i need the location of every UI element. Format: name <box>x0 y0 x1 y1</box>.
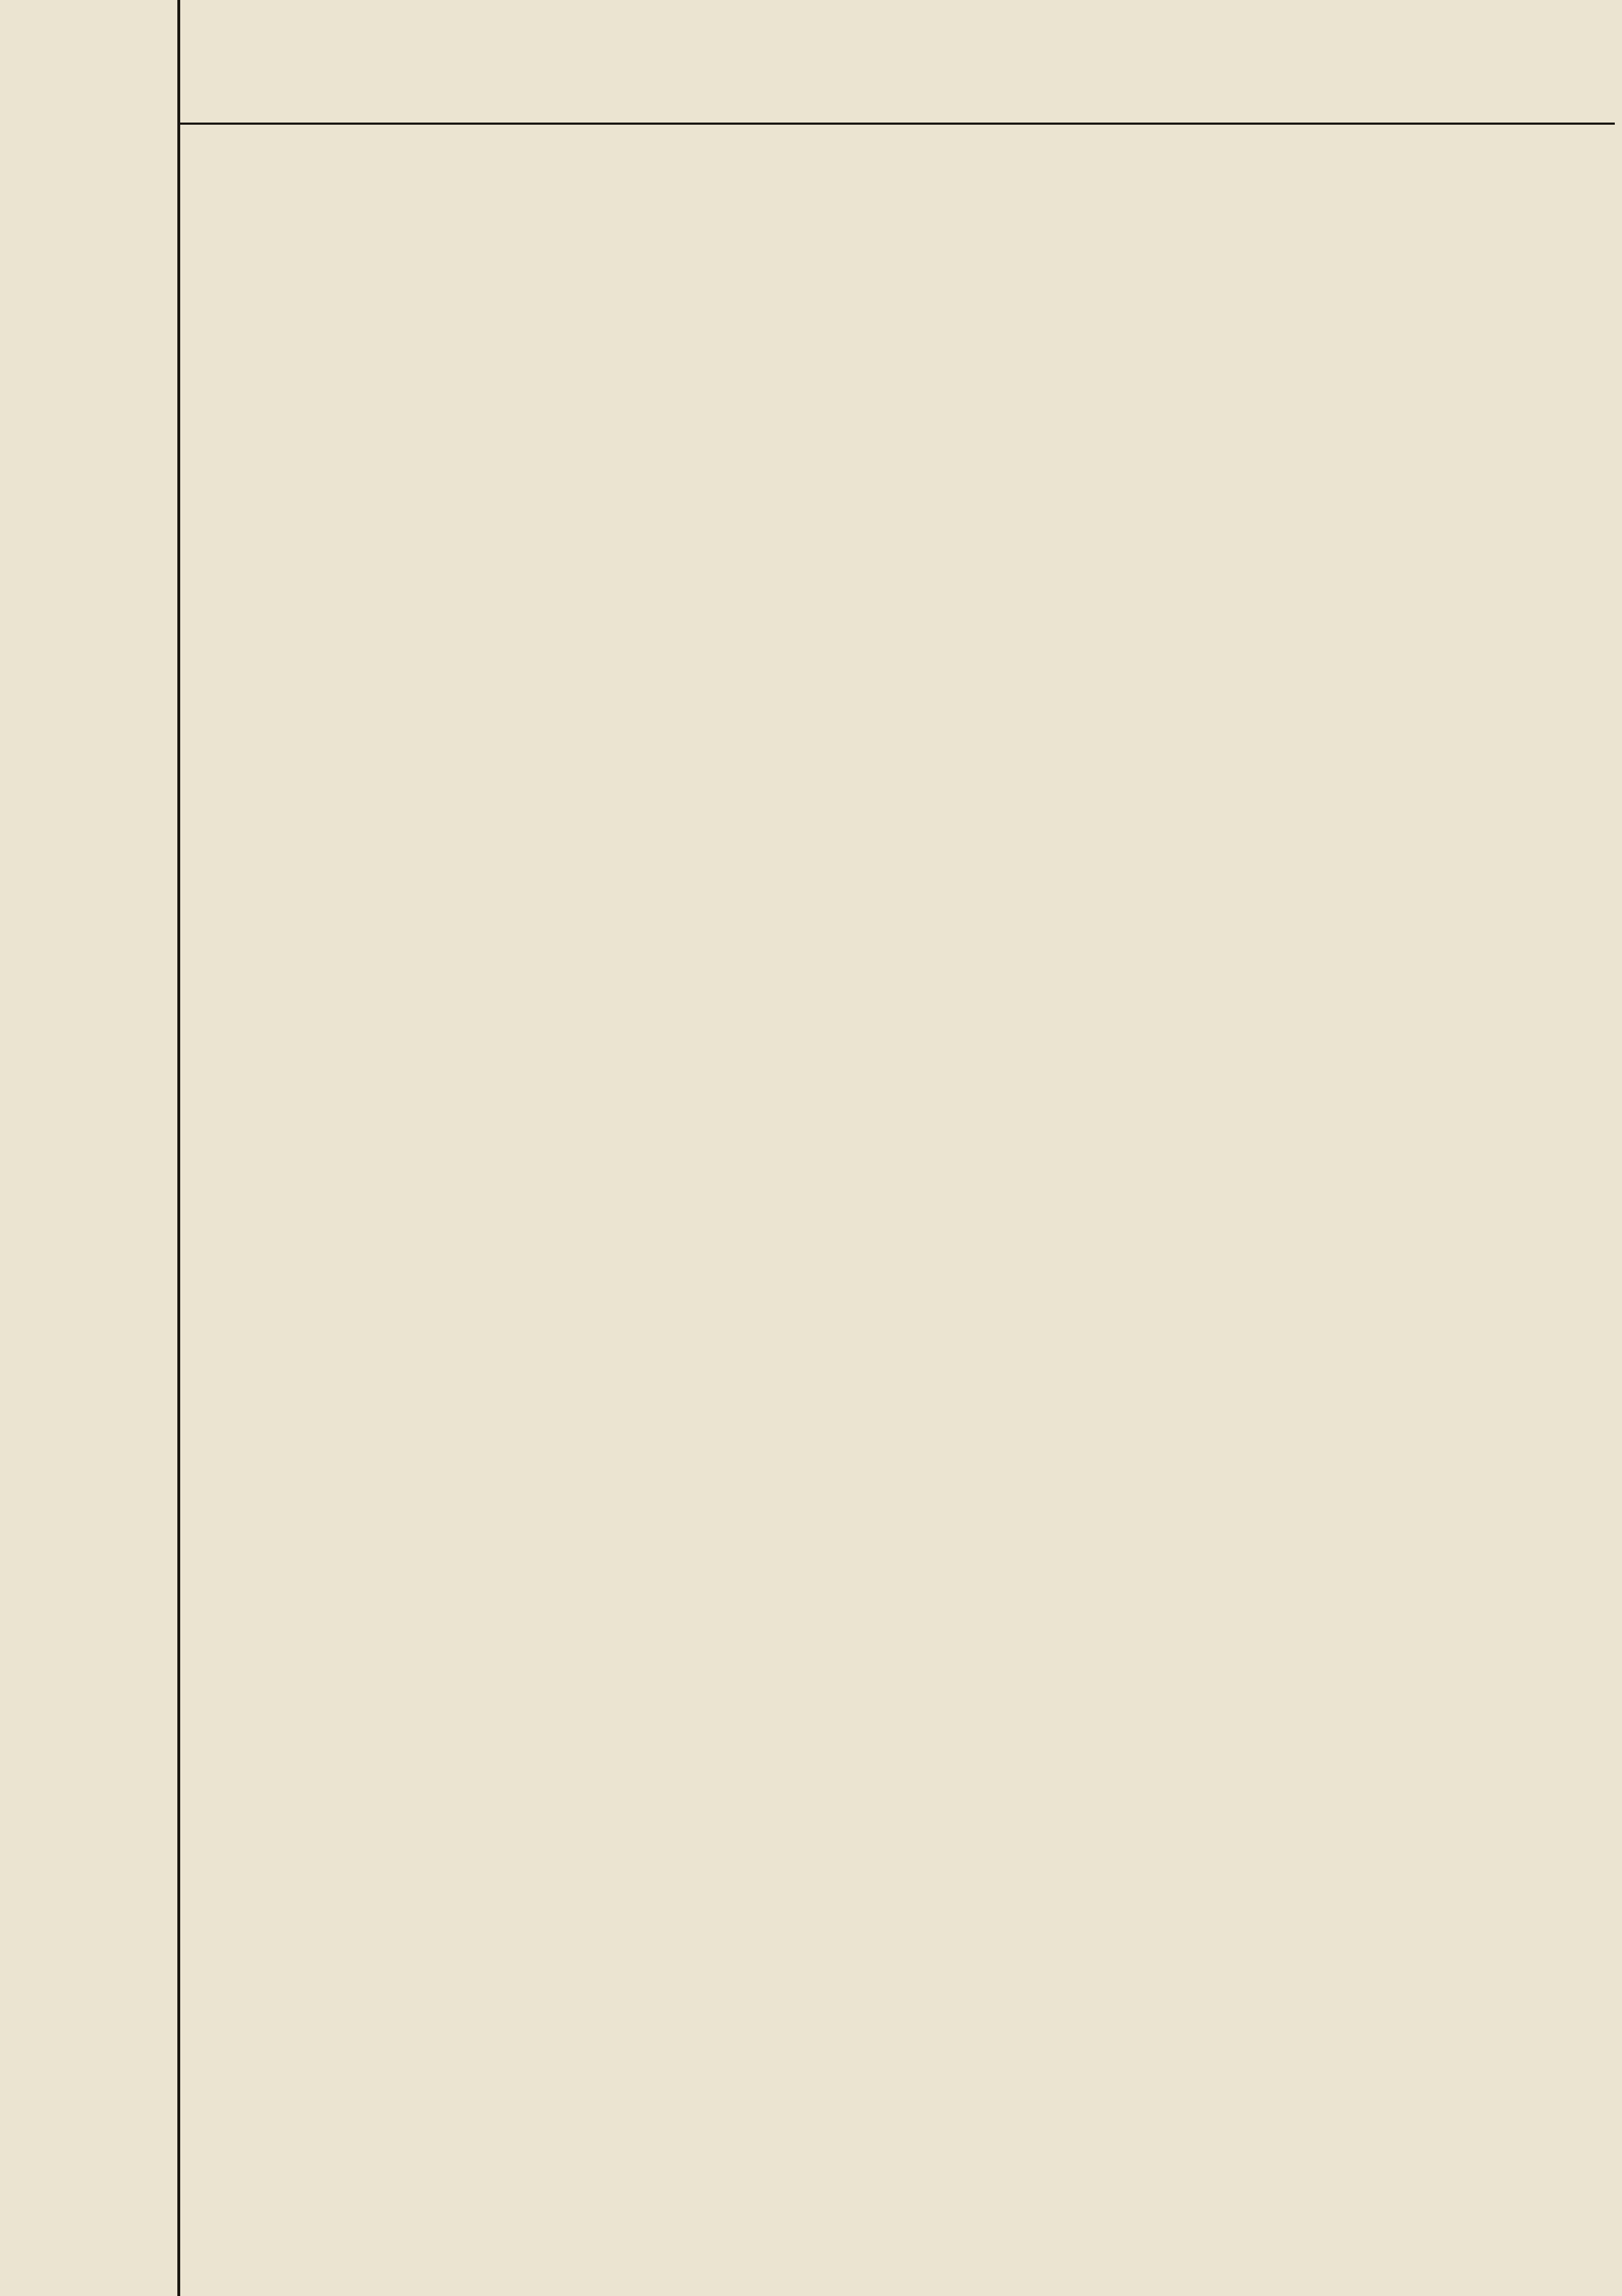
left-vertical-name <box>29 29 123 591</box>
masthead <box>180 43 1615 125</box>
left-notice-1 <box>1 548 74 1197</box>
banner-title <box>1254 130 1600 202</box>
